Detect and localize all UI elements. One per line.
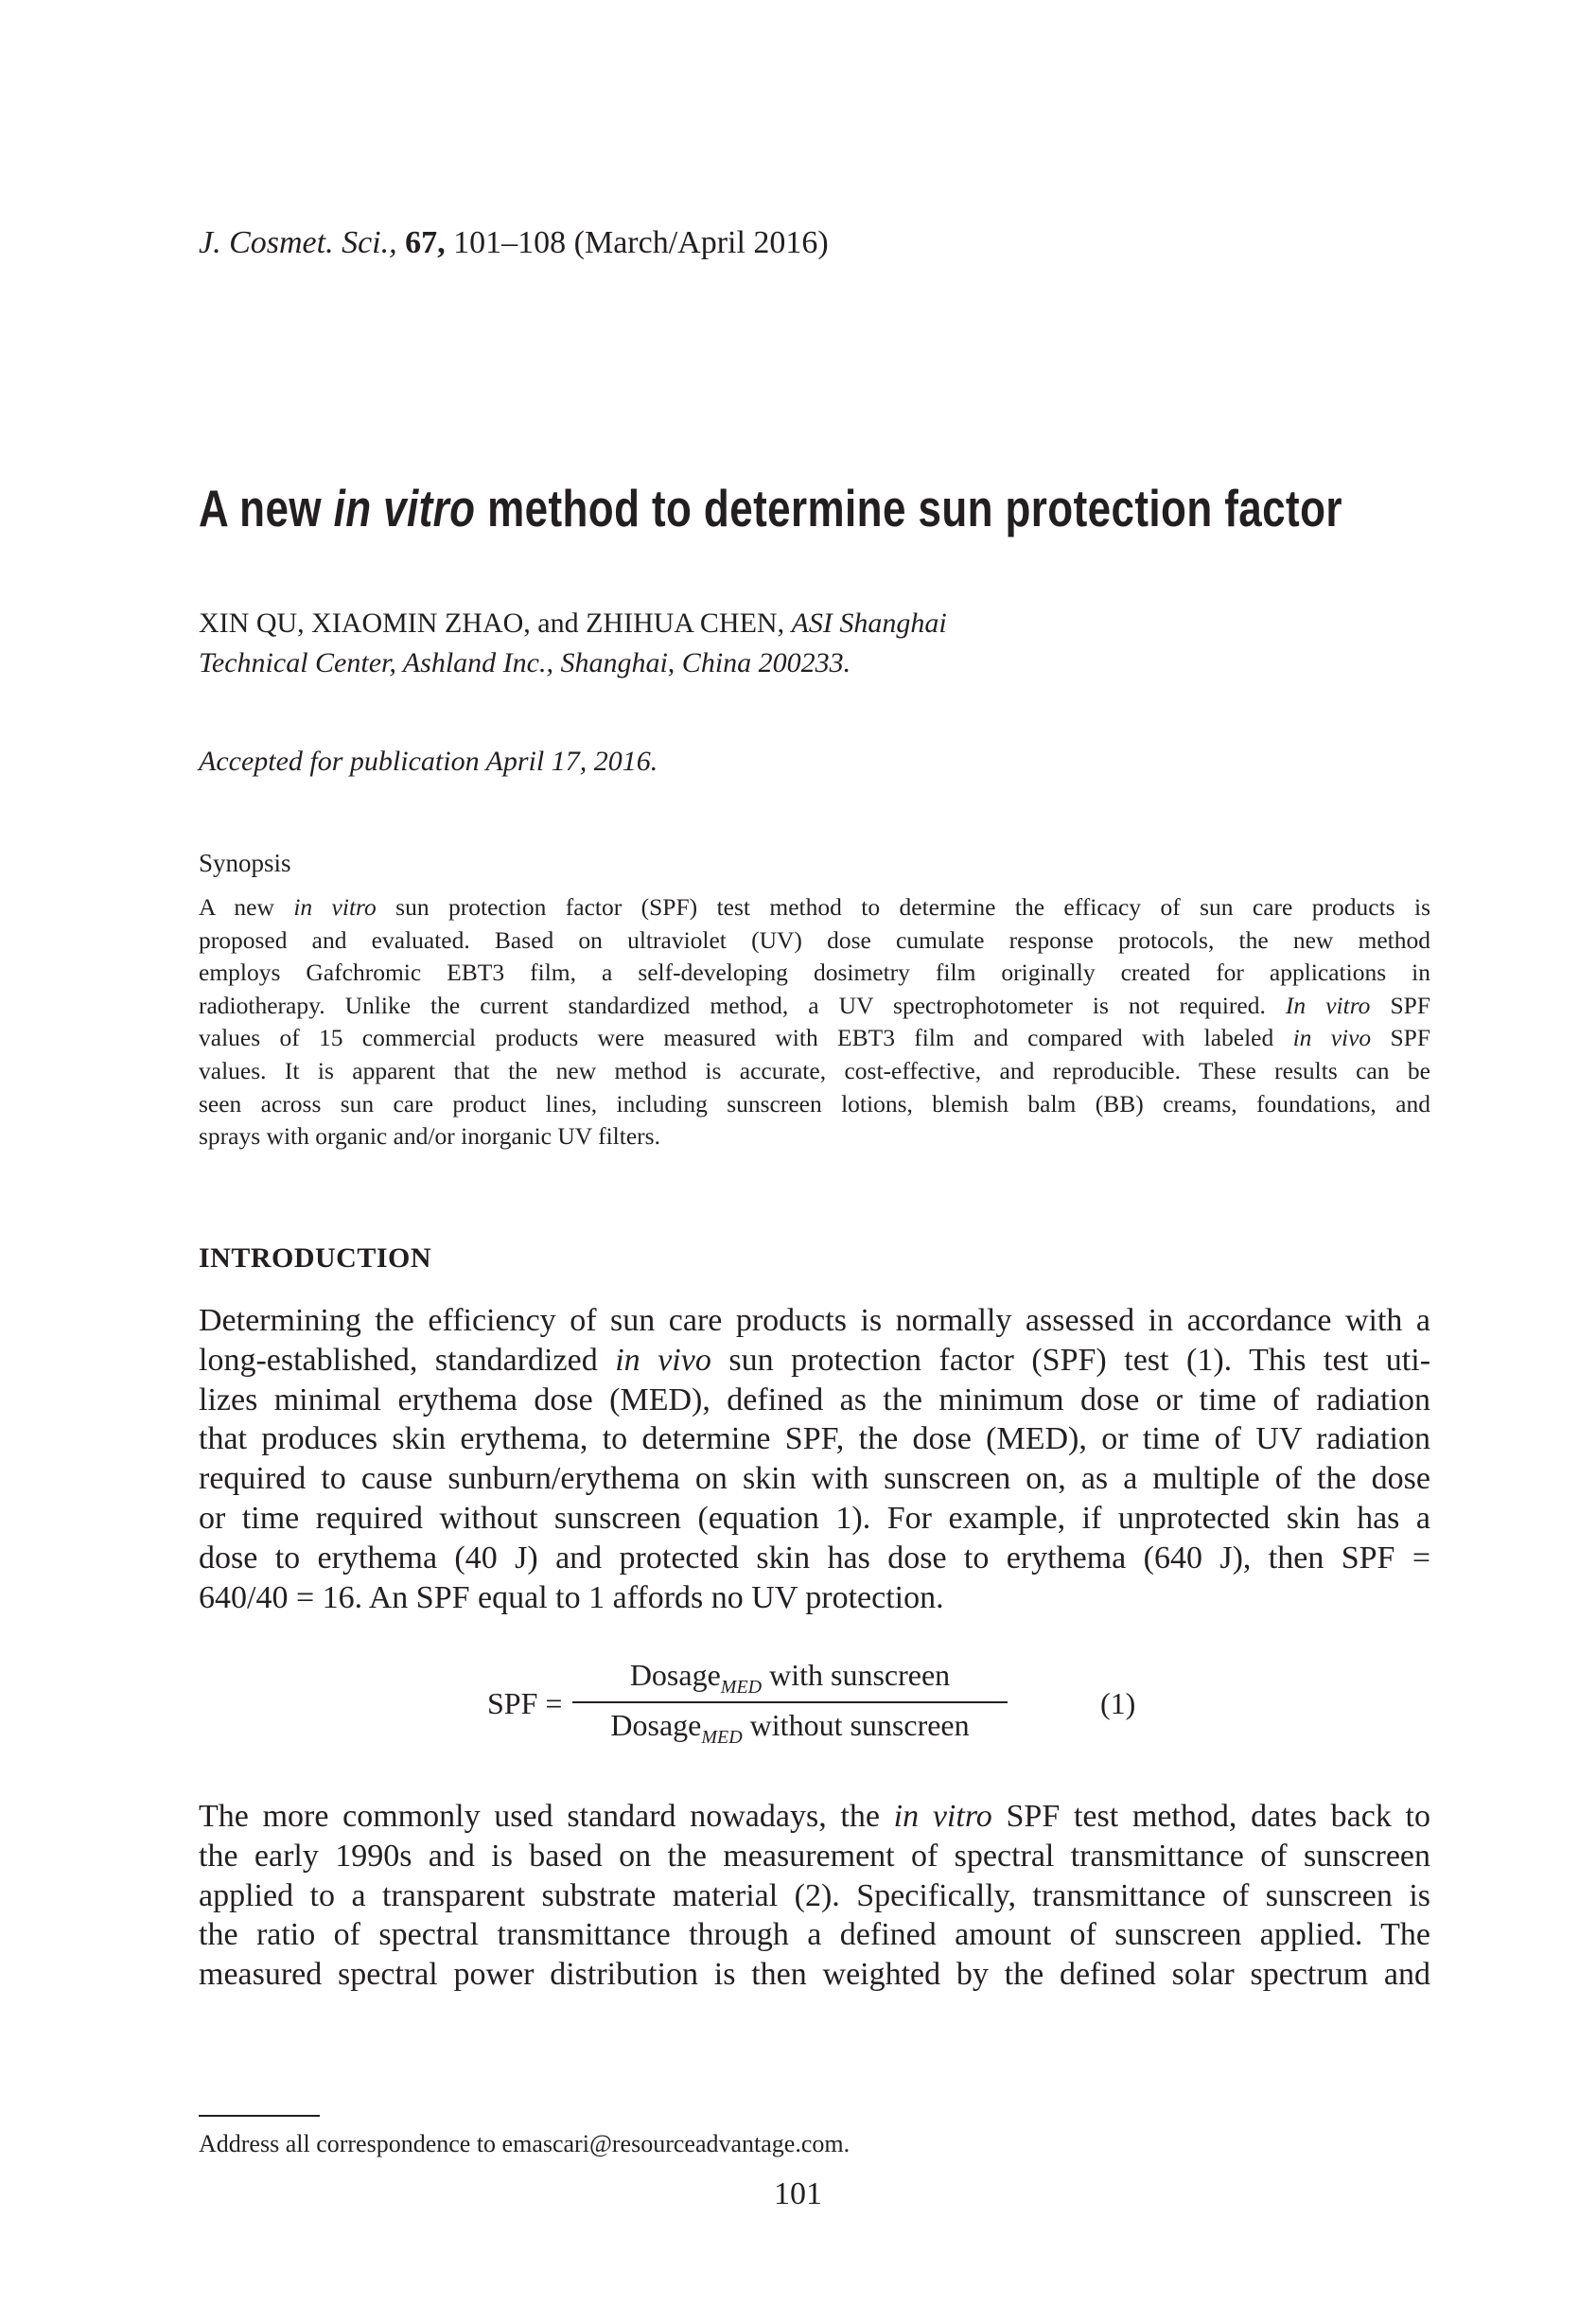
paragraph-line: dose to erythema (40 J) and protected skin has dose to erythema (640 J), then SPF = [199,1540,1430,1575]
title-italic: in vitro [333,479,476,537]
intro-paragraph-1 [199,1301,1430,1617]
paragraph-line: the early 1990s and is based on the measurement of spectral transmittance of sunscreen [199,1838,1430,1874]
journal-pages-date: 101–108 (March/April 2016) [453,225,829,260]
accepted-date: Accepted for publication April 17, 2016. [199,746,658,777]
title-part: method to determine sun protection factor [487,479,1342,537]
synopsis-line: values of 15 commercial products were measured with EBT3 film and compared with labeled in vivo SPF [199,1024,1431,1052]
author-block [199,604,947,683]
affiliation: ASI Shanghai [791,607,947,639]
synopsis-line: radiotherapy. Unlike the current standardized method, a UV spectrophotometer is not required. In vitro SPF [199,991,1431,1019]
paragraph-line: that produces skin erythema, to determine SPF, the dose (MED), or time of UV radiation [199,1421,1430,1457]
footnote-rule [199,2115,320,2117]
paragraph-line: the ratio of spectral transmittance through a defined amount of sunscreen applied. The [199,1917,1430,1953]
footnote: Address all correspondence to emascari@resourceadvantage.com. [199,2130,851,2157]
paragraph-line: lizes minimal erythema dose (MED), defined as the minimum dose or time of radiation [199,1382,1430,1417]
synopsis-line: values. It is apparent that the new method is accurate, cost-effective, and reproducible. These results can be [199,1056,1430,1084]
journal-volume: 67, [405,225,446,260]
equation-lhs: SPF = [487,1686,563,1720]
equation-1 [487,1658,1149,1748]
paragraph-line: The more commonly used standard nowadays, the in vitro SPF test method, dates back to [199,1799,1431,1834]
affiliation-line2: Technical Center, Ashland Inc., Shanghai, China 200233. [199,647,851,678]
page-title [199,478,1342,538]
paragraph-line: Determining the efficiency of sun care products is normally assessed in accordance with a [199,1303,1430,1338]
author-names: XIN QU, XIAOMIN ZHAO, and ZHIHUA CHEN, [199,607,785,639]
paragraph-line: long-established, standardized in vivo sun protection factor (SPF) test (1). This test uti- [199,1342,1431,1378]
section-heading-introduction: INTRODUCTION [199,1242,432,1274]
equation-numerator: Dosage$_{MED}$ with sunscreen [629,1658,951,1698]
synopsis-line: employs Gafchromic EBT3 film, a self-developing dosimetry film originally created for applications in [199,959,1430,987]
title-part: A new [199,479,322,537]
synopsis-line: proposed and evaluated. Based on ultraviolet (UV) dose cumulate response protocols, the new method [199,925,1430,954]
paragraph-line: applied to a transparent substrate material (2). Specifically, transmittance of sunscreen is [199,1877,1430,1913]
journal-citation [199,225,829,261]
intro-paragraph-2 [199,1797,1430,1995]
fraction-bar [572,1701,1008,1703]
synopsis-heading: Synopsis [199,849,291,877]
paragraph-line: or time required without sunscreen (equation 1). For example, if unprotected skin has a [199,1500,1430,1536]
synopsis-line: A new in vitro sun protection factor (SPF) test method to determine the efficacy of sun care products is [199,893,1430,921]
synopsis-line: seen across sun care product lines, including sunscreen lotions, blemish balm (BB) creams, foundations, and [199,1089,1430,1118]
equation-number: (1) [1100,1686,1136,1720]
page-number: 101 [774,2176,822,2211]
synopsis-text [199,891,1430,1153]
paragraph-line: 640/40 = 16. An SPF equal to 1 affords no UV protection. [199,1579,944,1615]
synopsis-line: sprays with organic and/or inorganic UV filters. [199,1122,660,1151]
paragraph-line: required to cause sunburn/erythema on skin with sunscreen on, as a multiple of the dose [199,1461,1430,1497]
journal-name: J. Cosmet. Sci., [199,225,397,260]
equation-denominator: Dosage$_{MED}$ without sunscreen [610,1708,970,1748]
paragraph-line: measured spectral power distribution is then weighted by the defined solar spectrum and [199,1957,1430,1993]
